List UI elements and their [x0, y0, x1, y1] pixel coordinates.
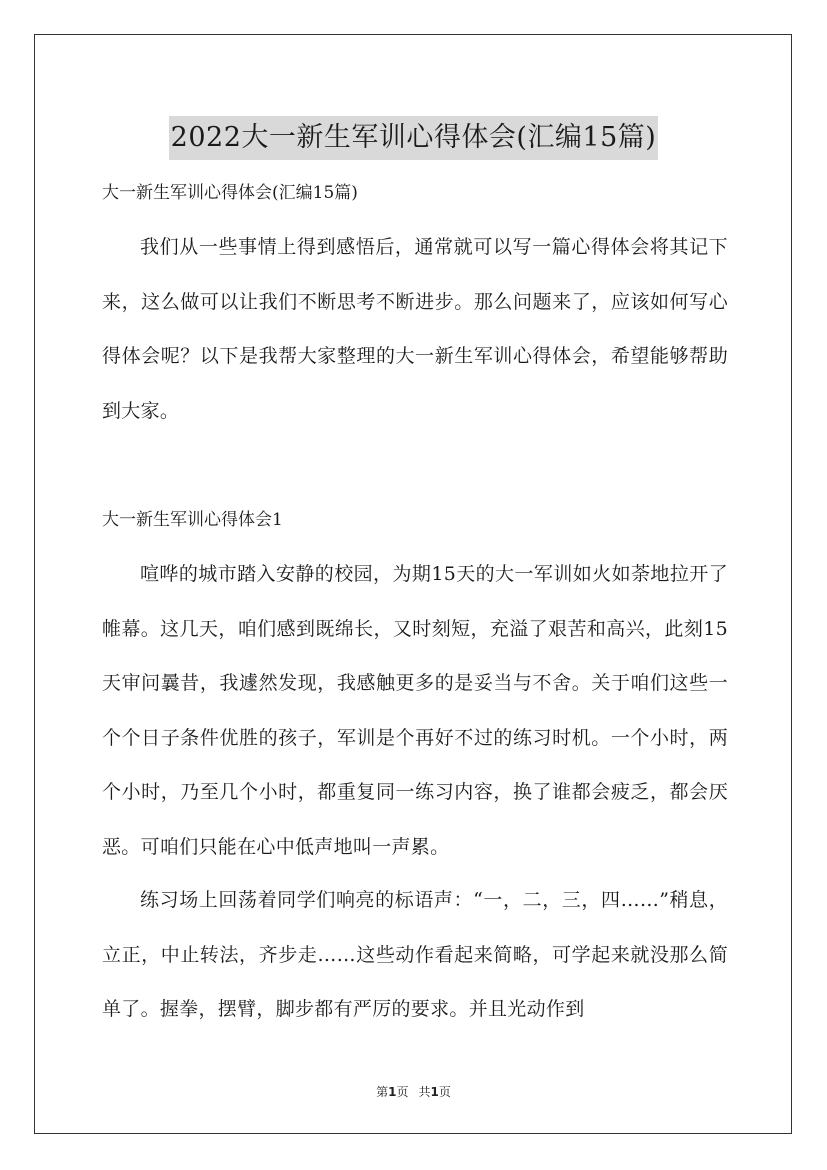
section-heading-1: 大一新生军训心得体会1	[102, 510, 283, 530]
page-number: 1	[388, 1085, 397, 1099]
title-container	[0, 98, 827, 178]
intro-paragraph: 我们从一些事情上得到感悟后，通常就可以写一篇心得体会将其记下来，这么做可以让我们不断思考不断进步。那么问题来了，应该如何写心得体会呢？以下是我帮大家整理的大一新生军训心得体会，希望能够帮助到大家。	[102, 236, 728, 422]
total-suffix: 页	[438, 1085, 451, 1099]
page-suffix: 页	[396, 1085, 409, 1099]
body-paragraph: 喧哗的城市踏入安静的校园，为期15天的大一军训如火如荼地拉开了帷幕。这几天，咱们感到既绵长，又时刻短，充溢了艰苦和高兴，此刻15天审问曩昔，我遽然发现，我感触更多的是妥当与不舍。关于咱们这些一个个日子条件优胜的孩子，军训是个再好不过的练习时机。一个小时，两个小时，乃至几个小时，都重复同一练习内容，换了谁都会疲乏，都会厌恶。可咱们只能在心中低声地叫一声累。	[102, 563, 728, 858]
page-footer	[0, 1083, 827, 1100]
page-prefix: 第	[376, 1085, 389, 1099]
document-title: 2022大一新生军训心得体会(汇编15篇)	[169, 116, 659, 160]
total-prefix: 共	[418, 1085, 431, 1099]
document-subtitle: 大一新生军训心得体会(汇编15篇)	[102, 183, 358, 203]
body-paragraph: 练习场上回荡着同学们响亮的标语声：“一，二，三，四……”稍息，立正，中止转法，齐步走……这些动作看起来简略，可学起来就没那么简单了。握拳，摆臂，脚步都有严厉的要求。并且光动作到	[102, 889, 728, 1020]
total-pages: 1	[430, 1085, 439, 1099]
